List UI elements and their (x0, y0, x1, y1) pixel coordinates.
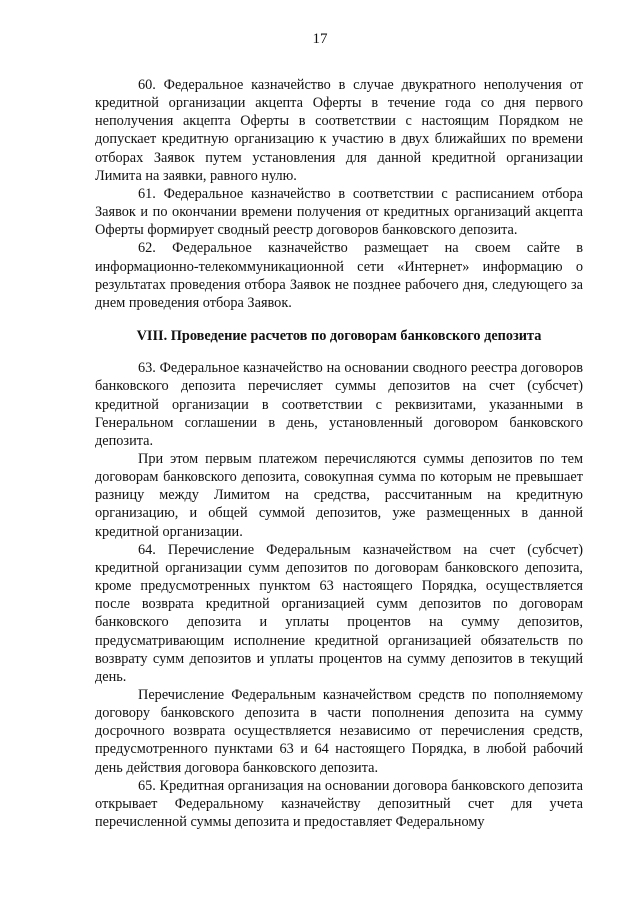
section-heading: VIII. Проведение расчетов по договорам банковского депозита (136, 328, 542, 345)
paragraph-62: 62. Федеральное казначейство размещает на своем сайте в информационно-телекоммуникационной сети «Интернет» информацию о результатах проведения отбора Заявок не позднее рабочего дня, следующего за днем проведения отбора Заявок. (95, 240, 583, 311)
page-number: 17 (312, 31, 328, 47)
paragraph-64-continuation: Перечисление Федеральным казначейством средств по пополняемому договору банковского депозита в части пополнения депозита на сумму досрочного возврата осуществляется независимо от перечисления средств, предусмотренного пунктами 63 и 64 настоящего Порядка, в любой рабочий день действия договора банковского депозита. (95, 687, 583, 776)
paragraph-63-continuation: При этом первым платежом перечисляются суммы депозитов по тем договорам банковского депозита, совокупная сумма по которым не превышает разницу между Лимитом на средства, рассчитанным на кредитную организацию, и общей суммой депозитов, уже размещенных в данной кредитной организации. (95, 450, 583, 540)
paragraph-64: 64. Перечисление Федеральным казначейством на счет (субсчет) кредитной организации сумм депозитов по договорам банковского депозита, кроме предусмотренных пунктом 63 настоящего Порядка, осуществляется после возврата кредитной организацией сумм депозитов по договорам банковского депозита и уплаты процентов на сумму депозитов, предусматривающим исполнение кредитной организацией обязательств по возврату сумм депозитов и уплаты процентов на сумму депозитов в текущий день. (95, 541, 583, 685)
paragraph-65: 65. Кредитная организация на основании договора банковского депозита открывает Федеральному казначейству депозитный счет для учета перечисленной суммы депозита и предоставляет Федеральному (95, 777, 583, 831)
paragraph-63: 63. Федеральное казначейство на основании сводного реестра договоров банковского депозита перечисляет суммы депозитов на счет (субсчет) кредитной организации в соответствии с реквизитами, указанными в Генеральном соглашении в день, установленный договором банковского депозита. (95, 360, 583, 449)
document-body (95, 76, 583, 831)
paragraph-61: 61. Федеральное казначейство в соответствии с расписанием отбора Заявок и по окончании времени получения от кредитных организаций акцепта Оферты формирует сводный реестр договоров банковского депозита. (95, 185, 583, 239)
paragraph-60: 60. Федеральное казначейство в случае двукратного неполучения от кредитной организации акцепта Оферты в течение года со дня первого неполучения акцепта Оферты в соответствии с настоящим Порядком не допускает кредитную организацию к участию в двух ближайших по времени отборах Заявок путем установления для данной кредитной организации Лимита на заявки, равного нулю. (95, 77, 583, 184)
